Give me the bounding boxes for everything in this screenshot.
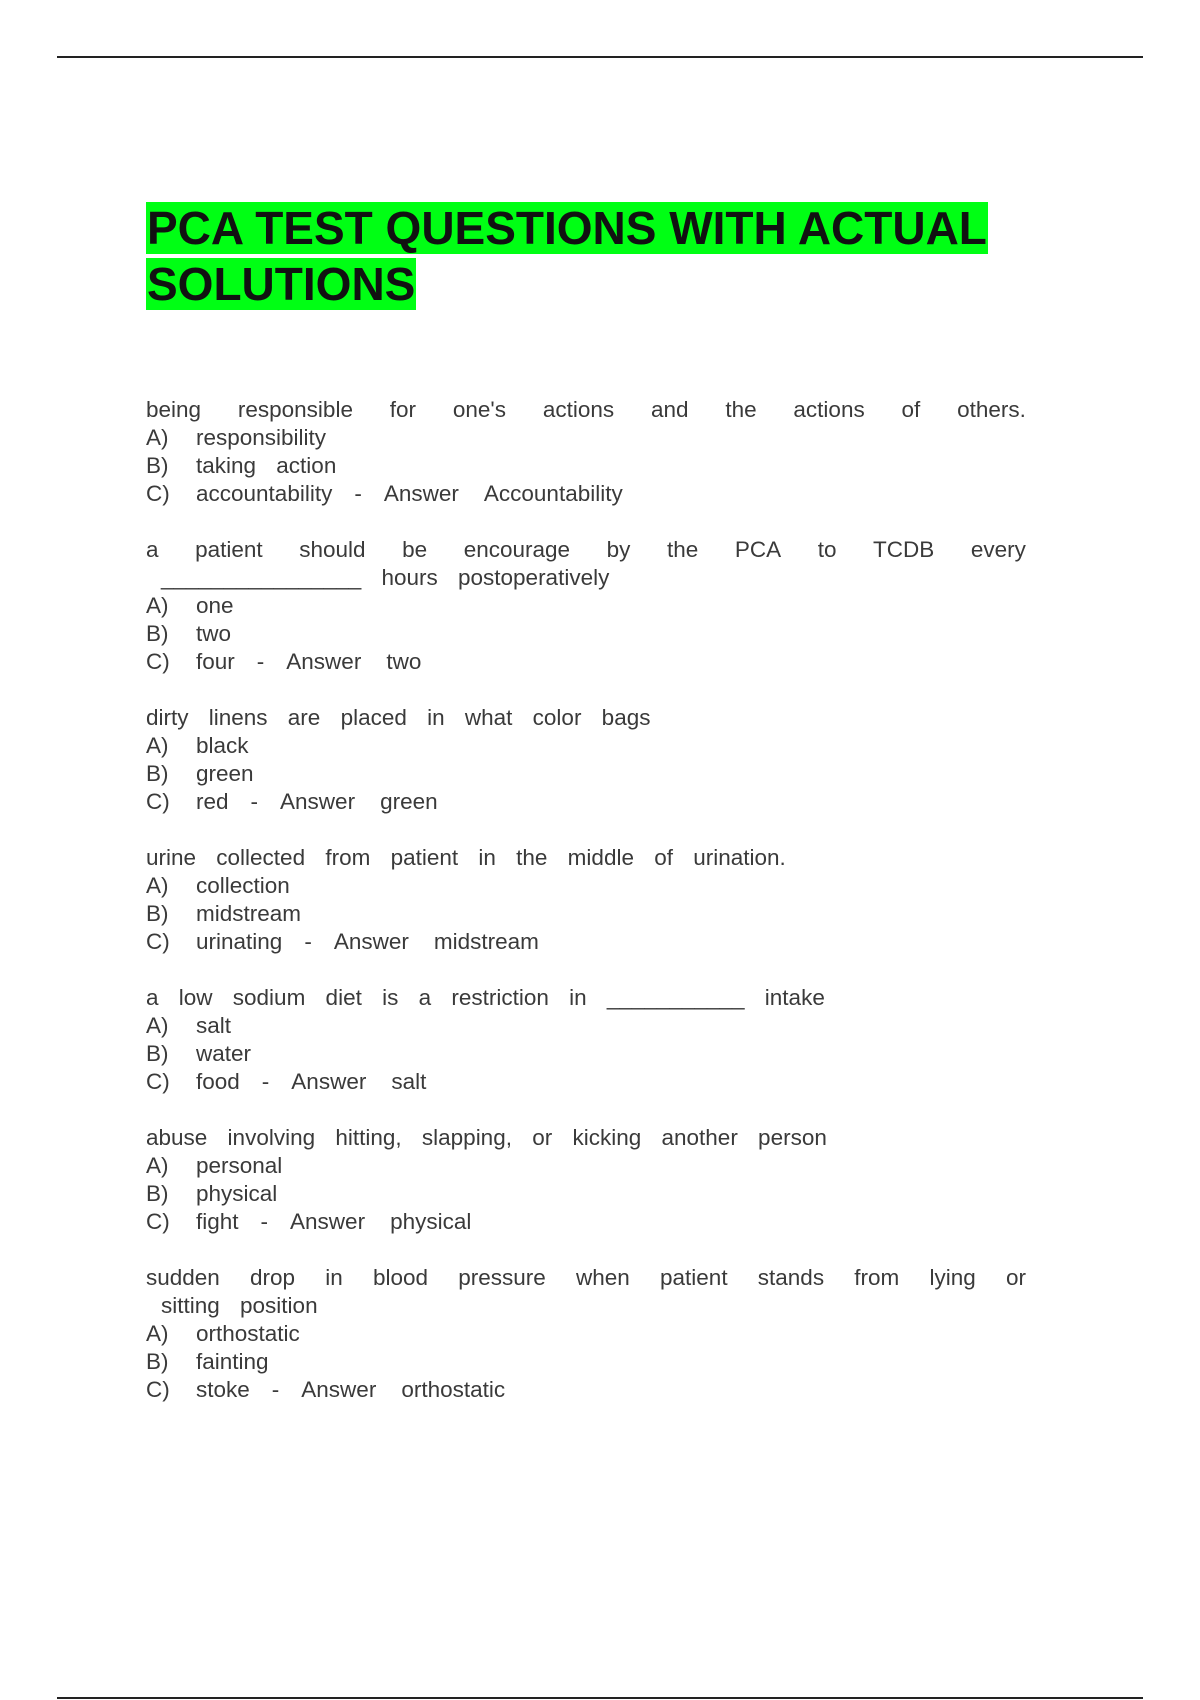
option-b: B) two [146, 621, 232, 646]
answer-value: Accountability [483, 481, 623, 506]
option-a: A) salt [146, 1013, 232, 1038]
option-b: B) fainting [146, 1349, 269, 1374]
answer-label: Answer [301, 1377, 377, 1402]
option-b: B) physical [146, 1181, 278, 1206]
answer-label: Answer [333, 929, 409, 954]
question-4 [146, 844, 1026, 956]
title-highlight-1: PCA TEST QUESTIONS WITH ACTUAL [147, 202, 987, 254]
question-text: being responsible for one's actions and the actions of others. [146, 397, 1026, 422]
question-6 [146, 1124, 1026, 1236]
question-text: abuse involving hitting, slapping, or kicking another person [146, 1125, 827, 1150]
header-rule [57, 56, 1143, 58]
answer-label: Answer [286, 649, 362, 674]
option-c-with-answer: C) fight - Answer physical [146, 1209, 472, 1234]
option-b: B) taking action [146, 453, 337, 478]
question-7 [146, 1264, 1026, 1404]
answer-label: Answer [291, 1069, 367, 1094]
option-a: A) collection [146, 873, 290, 898]
question-2 [146, 536, 1026, 676]
answer-value: salt [391, 1069, 427, 1094]
question-text-cont: sitting position [161, 1293, 318, 1318]
option-c-with-answer: C) stoke - Answer orthostatic [146, 1377, 506, 1402]
answer-value: midstream [433, 929, 539, 954]
option-a: A) black [146, 733, 249, 758]
title-line-1 [146, 200, 1046, 256]
document-title [146, 200, 1046, 312]
option-a: A) orthostatic [146, 1321, 300, 1346]
option-c-with-answer: C) food - Answer salt [146, 1069, 427, 1094]
title-line-2 [146, 256, 1046, 312]
option-c-with-answer: C) red - Answer green [146, 789, 438, 814]
option-c-with-answer: C) urinating - Answer midstream [146, 929, 539, 954]
question-text-cont: ________________ hours postoperatively [161, 565, 610, 590]
question-3 [146, 704, 1026, 816]
option-a: A) one [146, 593, 234, 618]
option-a: A) personal [146, 1153, 283, 1178]
question-text: a patient should be encourage by the PCA to TCDB every [146, 537, 1026, 562]
answer-value: two [386, 649, 422, 674]
question-text: sudden drop in blood pressure when patient stands from lying or [146, 1265, 1026, 1290]
question-text: a low sodium diet is a restriction in ___________ intake [146, 985, 825, 1010]
question-text: urine collected from patient in the middle of urination. [146, 845, 786, 870]
question-text: dirty linens are placed in what color bags [146, 705, 651, 730]
option-c-with-answer: C) accountability - Answer Accountability [146, 481, 623, 506]
answer-value: green [380, 789, 438, 814]
option-b: B) midstream [146, 901, 302, 926]
question-1 [146, 396, 1026, 508]
question-list [146, 396, 1026, 1432]
footer-rule [57, 1697, 1143, 1699]
option-b: B) green [146, 761, 254, 786]
answer-label: Answer [280, 789, 356, 814]
option-c-with-answer: C) four - Answer two [146, 649, 422, 674]
answer-label: Answer [290, 1209, 366, 1234]
question-5 [146, 984, 1026, 1096]
answer-value: physical [390, 1209, 472, 1234]
option-a: A) responsibility [146, 425, 327, 450]
title-highlight-2: SOLUTIONS [147, 258, 416, 310]
answer-label: Answer [383, 481, 459, 506]
option-b: B) water [146, 1041, 252, 1066]
answer-value: orthostatic [401, 1377, 506, 1402]
